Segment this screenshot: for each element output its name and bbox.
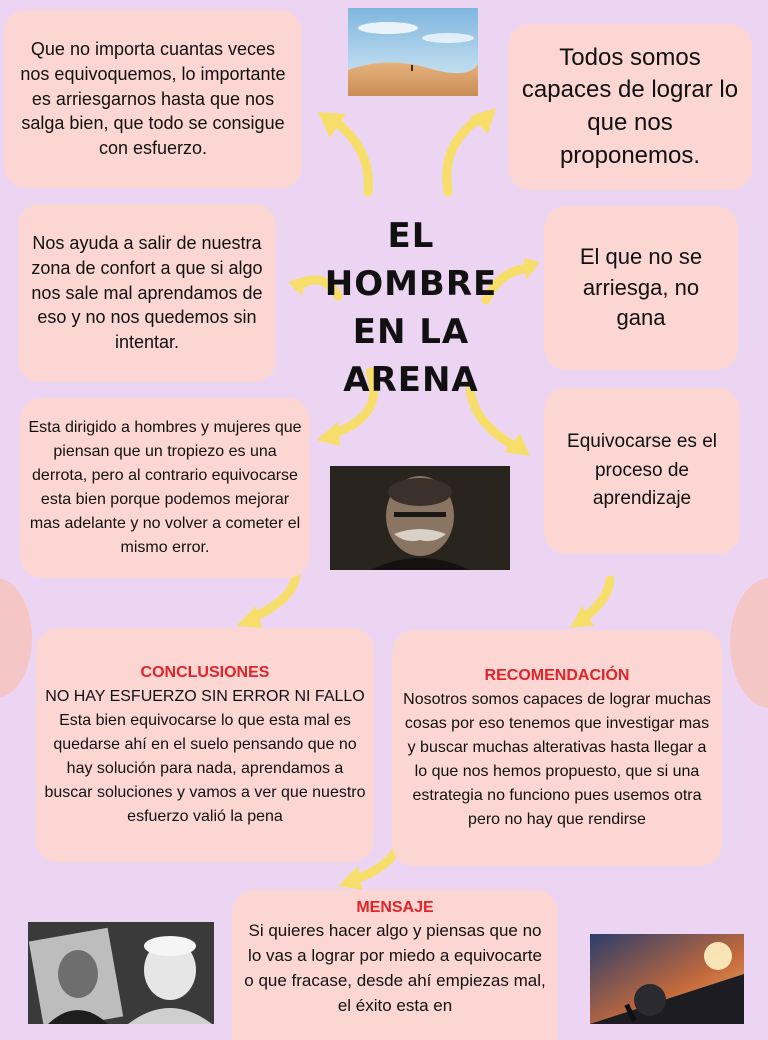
arrow-to-conclusiones — [252, 576, 296, 618]
box-lower-right — [544, 388, 740, 554]
desert-image — [348, 8, 478, 96]
box-top-right-text: Todos somos capaces de lograr lo que nos proponemos. — [521, 43, 739, 169]
box-lower-left — [20, 398, 310, 578]
box-lower-right-text: Equivocarse es el proceso de aprendizaje — [567, 431, 717, 510]
box-top-left — [4, 10, 302, 188]
box-mid-left — [18, 204, 276, 382]
mensaje-heading: MENSAJE — [356, 899, 434, 916]
arrow-to-recomendacion — [584, 580, 610, 618]
boulder-image — [590, 934, 744, 1024]
recomendacion-body: Nosotros somos capaces de lograr muchas cosas por eso tenemos que investigar mas y buscar muchas alterativas hasta llegar a lo que nos hemos propuesto, que si una estrategia no funciono pues usemos otra pero no hay que rendirse — [403, 691, 711, 828]
box-mid-right-text: El que no se arriesga, no gana — [579, 243, 703, 331]
recomendacion-box — [392, 630, 722, 866]
mensaje-box — [232, 890, 558, 1040]
page-title: EL HOMBRE EN LA ARENA — [324, 216, 498, 400]
recomendacion-heading: RECOMENDACIÓN — [484, 667, 630, 684]
mensaje-body: Si quieres hacer algo y piensas que no lo vas a lograr por miedo a equivocarte o que fracase, desde ahí empiezas mal, el éxito esta en — [244, 921, 546, 1015]
two-men-image — [28, 922, 214, 1024]
conclusiones-box — [36, 628, 374, 862]
arrow-top-left — [336, 122, 368, 192]
box-top-left-text: Que no importa cuantas veces nos equivoquemos, lo importante es arriesgarnos hasta que nos salga bien, que todo se consigue con esfuerzo. — [20, 38, 286, 159]
box-mid-left-text: Nos ayuda a salir de nuestra zona de confort a que si algo nos sale mal aprendamos de eso y no nos quedemos sin intentar. — [31, 232, 263, 353]
conclusiones-heading: CONCLUSIONES — [140, 664, 270, 681]
conclusiones-body: Esta bien equivocarse lo que esta mal es quedarse ahí en el suelo pensando que no hay solución para nada, aprendamos a buscar soluciones y vamos a ver que nuestro esfuerzo valió la pena — [44, 712, 366, 825]
conclusiones-subheading: NO HAY ESFUERZO SIN ERROR NI FALLO — [45, 688, 365, 705]
box-top-right — [508, 24, 752, 190]
portrait-image — [330, 466, 510, 570]
box-mid-right — [544, 206, 738, 370]
box-lower-left-text: Esta dirigido a hombres y mujeres que piensan que un tropiezo es una derrota, pero al contrario equivocarse esta bien porque podemos mejorar mas adelante y no volver a cometer el mismo error. — [28, 419, 302, 556]
arrow-top-right — [447, 118, 480, 192]
